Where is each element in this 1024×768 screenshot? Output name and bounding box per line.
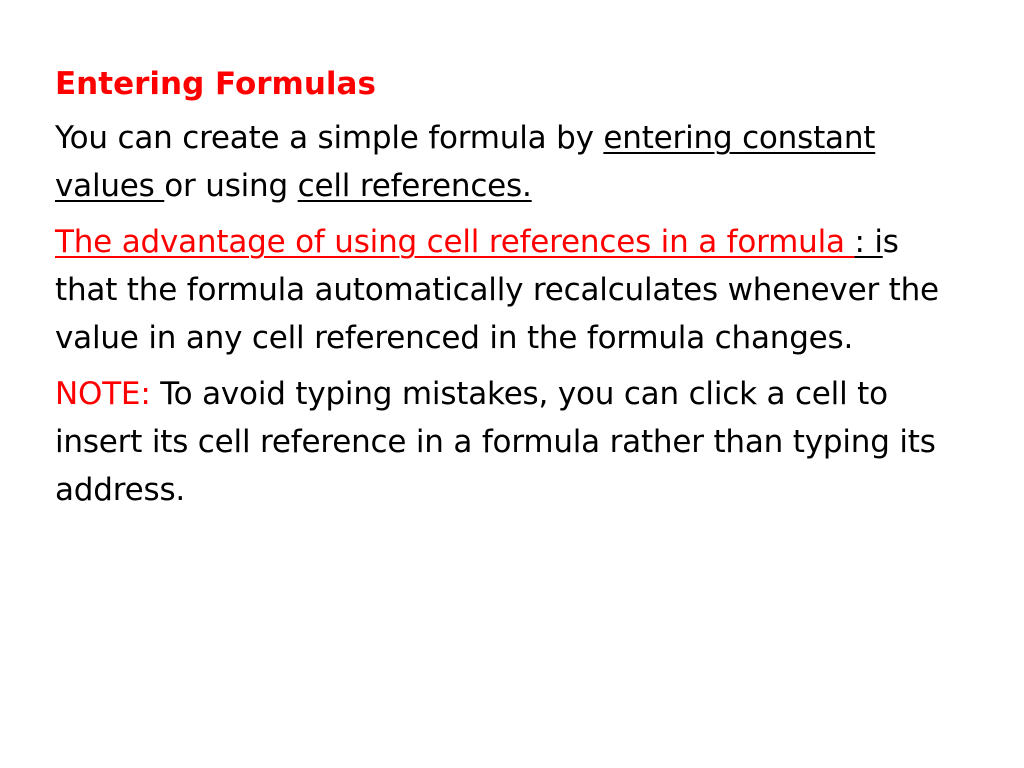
paragraph-simple-formula (55, 114, 955, 210)
note-label: NOTE: (55, 376, 151, 412)
p1-underlined-cell-references: cell references. (297, 168, 532, 204)
paragraph-note (55, 370, 955, 514)
slide-heading: Entering Formulas (55, 66, 376, 102)
note-text: To avoid typing mistakes, you can click a cell to insert its cell reference in a formula rather than typing its address. (55, 376, 936, 508)
p2-colon-underlined: : i (854, 224, 883, 260)
p1-text-1: You can create a simple formula by (55, 120, 604, 156)
p1-text-2: or using (164, 168, 298, 204)
paragraph-advantage (55, 218, 955, 362)
p2-text: s that the formula automatically recalculates whenever the value in any cell referenced in the formula changes. (55, 224, 939, 356)
slide-content (55, 62, 955, 522)
p2-red-underlined-advantage: The advantage of using cell references in a formula (55, 224, 855, 260)
p1-underlined-entering-constant-values: entering constant values (55, 120, 876, 204)
